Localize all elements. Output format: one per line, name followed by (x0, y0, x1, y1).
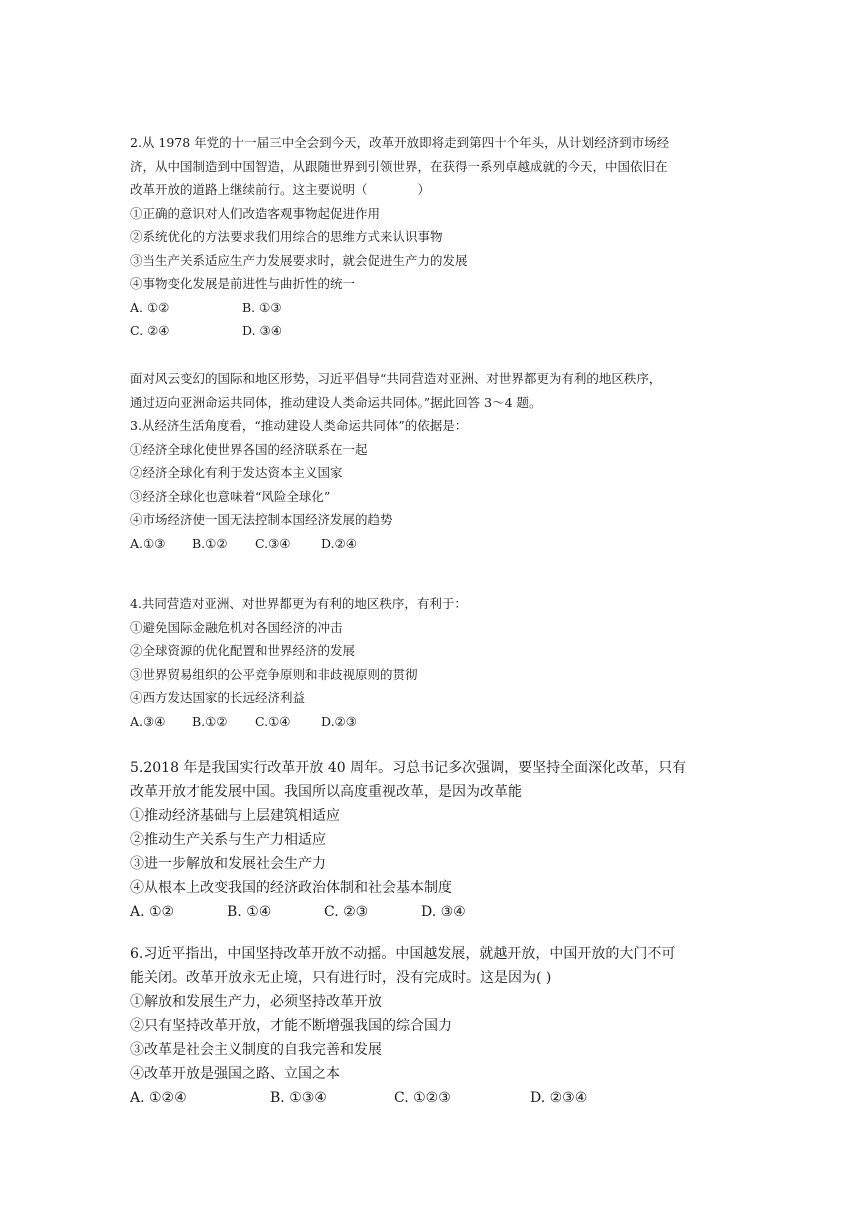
option-a[interactable]: A.①③ (130, 535, 166, 551)
option-d[interactable]: D. ③④ (421, 904, 466, 920)
intro-line-1: 面对风云变幻的国际和地区形势，习近平倡导“共同营造对亚洲、对世界都更为有利的地区秩序， (130, 371, 662, 386)
question-2-item-3: ③当生产关系适应生产力发展要求时，就会促进生产力的发展 (130, 252, 468, 268)
question-5-options (130, 900, 740, 924)
option-d[interactable]: D. ③④ (242, 323, 282, 338)
question-2-stem-line-2: 济，从中国制造到中国智造，从跟随世界到引领世界，在获得一系列卓越成就的今天，中国依旧在 (130, 158, 668, 174)
option-a[interactable]: A.③④ (130, 713, 166, 729)
option-c[interactable]: C. ①②③ (394, 1090, 451, 1106)
question-6-item-3: ③改革是社会主义制度的自我完善和发展 (130, 1042, 382, 1058)
option-c[interactable]: C.①④ (255, 713, 291, 729)
question-6 (130, 942, 740, 1110)
option-d[interactable]: D.②③ (321, 713, 357, 729)
question-2-stem-line-1: 2.从 1978 年党的十一届三中全会到今天，改革开放即将走到第四十个年头，从计划经济到市场经 (130, 135, 670, 150)
option-c[interactable]: C. ②③ (324, 904, 369, 920)
question-6-options (130, 1086, 740, 1110)
question-4-item-1: ①避免国际金融危机对各国经济的冲击 (130, 619, 343, 635)
question-6-stem-line-1: 6.习近平指出，中国坚持改革开放不动摇。中国越发展，就越开放，中国开放的大门不可 (130, 946, 676, 962)
question-2-stem-line-3: 改革开放的道路上继续前行。这主要说明（ ） (130, 182, 431, 197)
question-3-item-2: ②经济全球化有利于发达资本主义国家 (130, 465, 343, 480)
question-2-options-row-2 (130, 319, 740, 343)
question-4 (130, 592, 740, 733)
option-b[interactable]: B. ①③ (242, 299, 282, 315)
question-5-item-4: ④从根本上改变我国的经济政治体制和社会基本制度 (130, 880, 452, 896)
question-4-stem: 4.共同营造对亚洲、对世界都更为有利的地区秩序，有利于： (130, 596, 467, 611)
question-6-item-2: ②只有坚持改革开放，才能不断增强我国的综合国力 (130, 1018, 452, 1034)
option-a[interactable]: A. ①② (130, 904, 175, 920)
question-5-stem-line-2: 改革开放才能发展中国。我国所以高度重视改革，是因为改革能 (130, 784, 522, 800)
option-c[interactable]: C. ②④ (130, 323, 170, 338)
question-3-item-1: ①经济全球化使世界各国的经济联系在一起 (130, 441, 368, 457)
question-3-item-3: ③经济全球化也意味着“风险全球化” (130, 488, 331, 504)
option-a[interactable]: A. ①②④ (130, 1090, 187, 1106)
question-5-item-1: ①推动经济基础与上层建筑相适应 (130, 808, 340, 824)
question-5-item-3: ③进一步解放和发展社会生产力 (130, 856, 326, 872)
question-2-options-row-1 (130, 296, 740, 320)
question-3-stem: 3.从经济生活角度看，“推动建设人类命运共同体”的依据是： (130, 418, 468, 433)
question-5-item-2: ②推动生产关系与生产力相适应 (130, 832, 326, 848)
question-2-item-4: ④事物变化发展是前进性与曲折性的统一 (130, 276, 356, 291)
question-2 (130, 131, 740, 343)
question-6-stem-line-2: 能关闭。改革开放永无止境，只有进行时，没有完成时。这是因为( ) (130, 970, 552, 986)
option-b[interactable]: B. ①③④ (270, 1090, 327, 1106)
option-c[interactable]: C.③④ (255, 535, 291, 551)
option-d[interactable]: D. ②③④ (530, 1090, 588, 1106)
question-2-item-2: ②系统优化的方法要求我们用综合的思维方式来认识事物 (130, 229, 443, 244)
question-3-item-4: ④市场经济使一国无法控制本国经济发展的趋势 (130, 512, 393, 527)
question-4-item-4: ④西方发达国家的长远经济利益 (130, 690, 306, 705)
option-b[interactable]: B. ①④ (227, 904, 272, 920)
option-d[interactable]: D.②④ (321, 535, 357, 551)
question-4-item-2: ②全球资源的优化配置和世界经济的发展 (130, 643, 356, 658)
question-4-options (130, 710, 740, 734)
question-3 (130, 414, 740, 555)
option-a[interactable]: A. ①② (130, 299, 170, 315)
question-6-item-1: ①解放和发展生产力，必须坚持改革开放 (130, 994, 382, 1010)
question-3-options (130, 532, 740, 556)
question-6-item-4: ④改革开放是强国之路、立国之本 (130, 1066, 340, 1082)
question-2-item-1: ①正确的意识对人们改造客观事物起促进作用 (130, 205, 381, 221)
question-5 (130, 756, 740, 924)
question-5-stem-line-1: 5.2018 年是我国实行改革开放 40 周年。习总书记多次强调，要坚持全面深化改革，只有 (130, 760, 687, 776)
option-b[interactable]: B.①② (192, 713, 228, 729)
questions-3-4-intro (130, 367, 740, 414)
question-4-item-3: ③世界贸易组织的公平竞争原则和非歧视原则的贯彻 (130, 666, 418, 682)
option-b[interactable]: B.①② (192, 535, 228, 551)
intro-line-2: 通过迈向亚洲命运共同体，推动建设人类命运共同体。”据此回答 3～4 题。 (130, 394, 542, 410)
